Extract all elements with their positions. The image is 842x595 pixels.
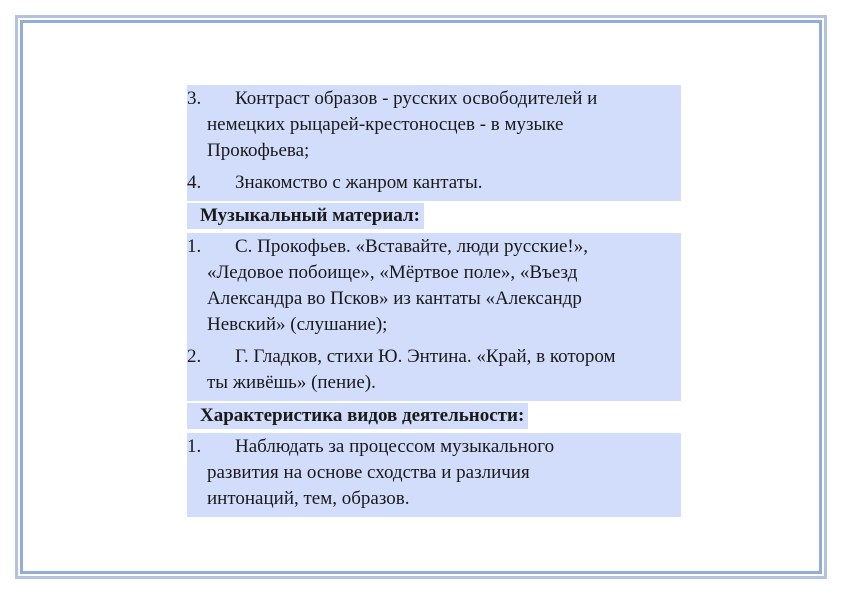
music-list — [187, 233, 681, 401]
list-number: 2. — [187, 346, 202, 367]
list-text-continued: Невский» (слушание); — [207, 314, 388, 335]
list-item — [187, 433, 681, 517]
list-number: 3. — [187, 88, 202, 109]
slide-content — [187, 85, 681, 517]
list-text: С. Прокофьев. «Вставайте, люди русские!», — [235, 236, 588, 257]
list-text-continued: ты живёшь» (пение). — [207, 372, 376, 393]
list-item — [187, 343, 681, 401]
list-text-continued: немецких рыцарей-крестоносцев - в музыке — [207, 114, 564, 135]
list-item — [187, 233, 681, 343]
list-text: Знакомство с жанром кантаты. — [235, 172, 483, 193]
activities-list — [187, 433, 681, 517]
list-text-continued: развития на основе сходства и различия — [207, 462, 530, 483]
list-text-continued: Александра во Псков» из кантаты «Александр — [207, 288, 582, 309]
objectives-list — [187, 85, 681, 201]
list-item — [187, 169, 681, 201]
list-text: Г. Гладков, стихи Ю. Энтина. «Край, в котором — [235, 346, 616, 367]
list-text-continued: «Ледовое побоище», «Мёртвое поле», «Въезд — [207, 262, 578, 283]
section-heading-activities: Характеристика видов деятельности: — [187, 401, 681, 433]
list-number: 4. — [187, 172, 202, 193]
list-text: Наблюдать за процессом музыкального — [235, 436, 555, 457]
list-text: Контраст образов - русских освободителей и — [235, 88, 598, 109]
list-number: 1. — [187, 436, 202, 457]
list-text-continued: интонаций, тем, образов. — [207, 488, 410, 509]
section-heading-music: Музыкальный материал: — [187, 201, 681, 233]
list-number: 1. — [187, 236, 202, 257]
list-text-continued: Прокофьева; — [207, 140, 310, 161]
list-item — [187, 85, 681, 169]
